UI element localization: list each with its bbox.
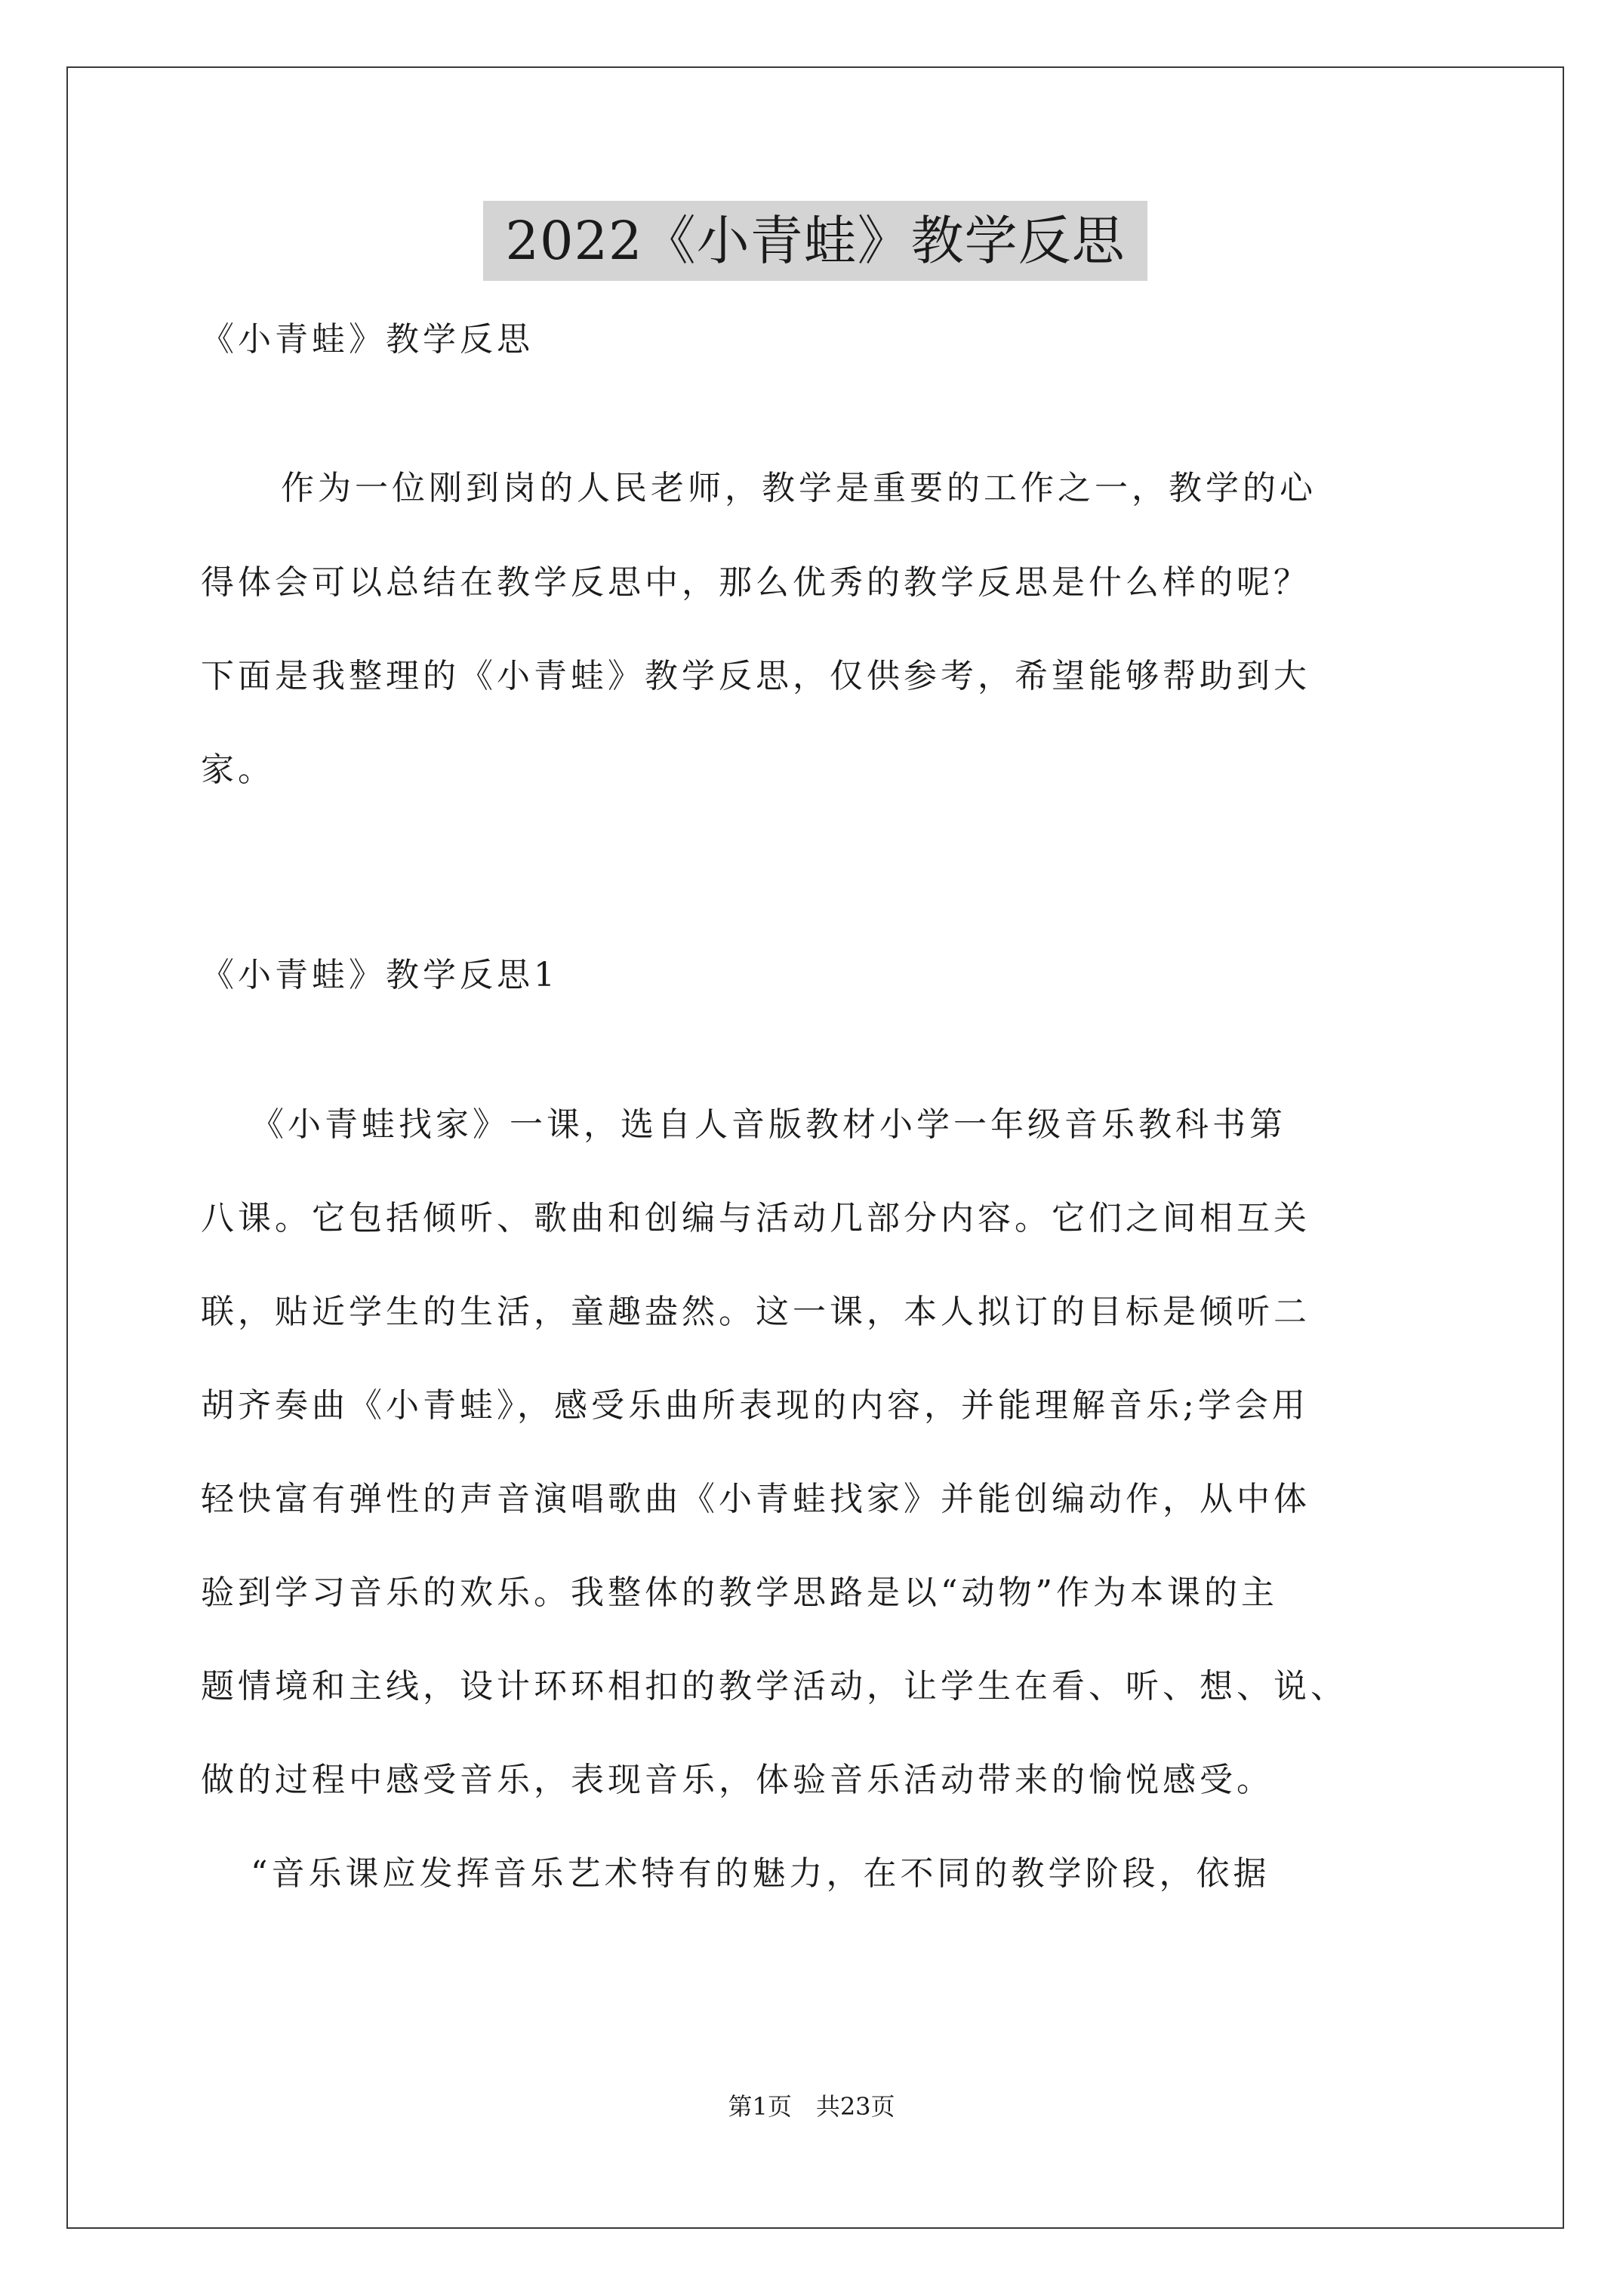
paragraph-line: 题情境和主线，设计环环相扣的教学活动，让学生在看、听、想、说、 (201, 1667, 1347, 1706)
paragraph-line: 下面是我整理的《小青蛙》教学反思，仅供参考，希望能够帮助到大 (201, 657, 1310, 695)
document-title: 2022《小青蛙》教学反思 (483, 201, 1147, 281)
paragraph-line: 家。 (201, 750, 275, 789)
paragraph-line: 轻快富有弹性的声音演唱歌曲《小青蛙找家》并能创编动作，从中体 (201, 1480, 1310, 1518)
paragraph-line: 八课。它包括倾听、歌曲和创编与活动几部分内容。它们之间相互关 (201, 1199, 1310, 1237)
paragraph-line: 得体会可以总结在教学反思中，那么优秀的教学反思是什么样的呢？ (201, 563, 1310, 602)
section-heading: 《小青蛙》教学反思1 (201, 956, 559, 994)
paragraph-line: 胡齐奏曲《小青蛙》，感受乐曲所表现的内容，并能理解音乐;学会用 (201, 1386, 1309, 1425)
section-heading: 《小青蛙》教学反思 (201, 320, 534, 359)
paragraph-line: 作为一位刚到岗的人民老师，教学是重要的工作之一，教学的心 (281, 469, 1317, 507)
paragraph-line: 《小青蛙找家》一课，选自人音版教材小学一年级音乐教科书第 (251, 1105, 1286, 1144)
paragraph-line: 联，贴近学生的生活，童趣盎然。这一课，本人拟订的目标是倾听二 (201, 1293, 1310, 1331)
paragraph-line: 验到学习音乐的欢乐。我整体的教学思路是以“动物”作为本课的主 (201, 1573, 1278, 1612)
paragraph-line: “音乐课应发挥音乐艺术特有的魅力，在不同的教学阶段，依据 (251, 1854, 1270, 1893)
page-footer: 第1页 共23页 (728, 2092, 895, 2121)
page-border (66, 66, 1564, 2229)
paragraph-line: 做的过程中感受音乐，表现音乐，体验音乐活动带来的愉悦感受。 (201, 1761, 1273, 1799)
